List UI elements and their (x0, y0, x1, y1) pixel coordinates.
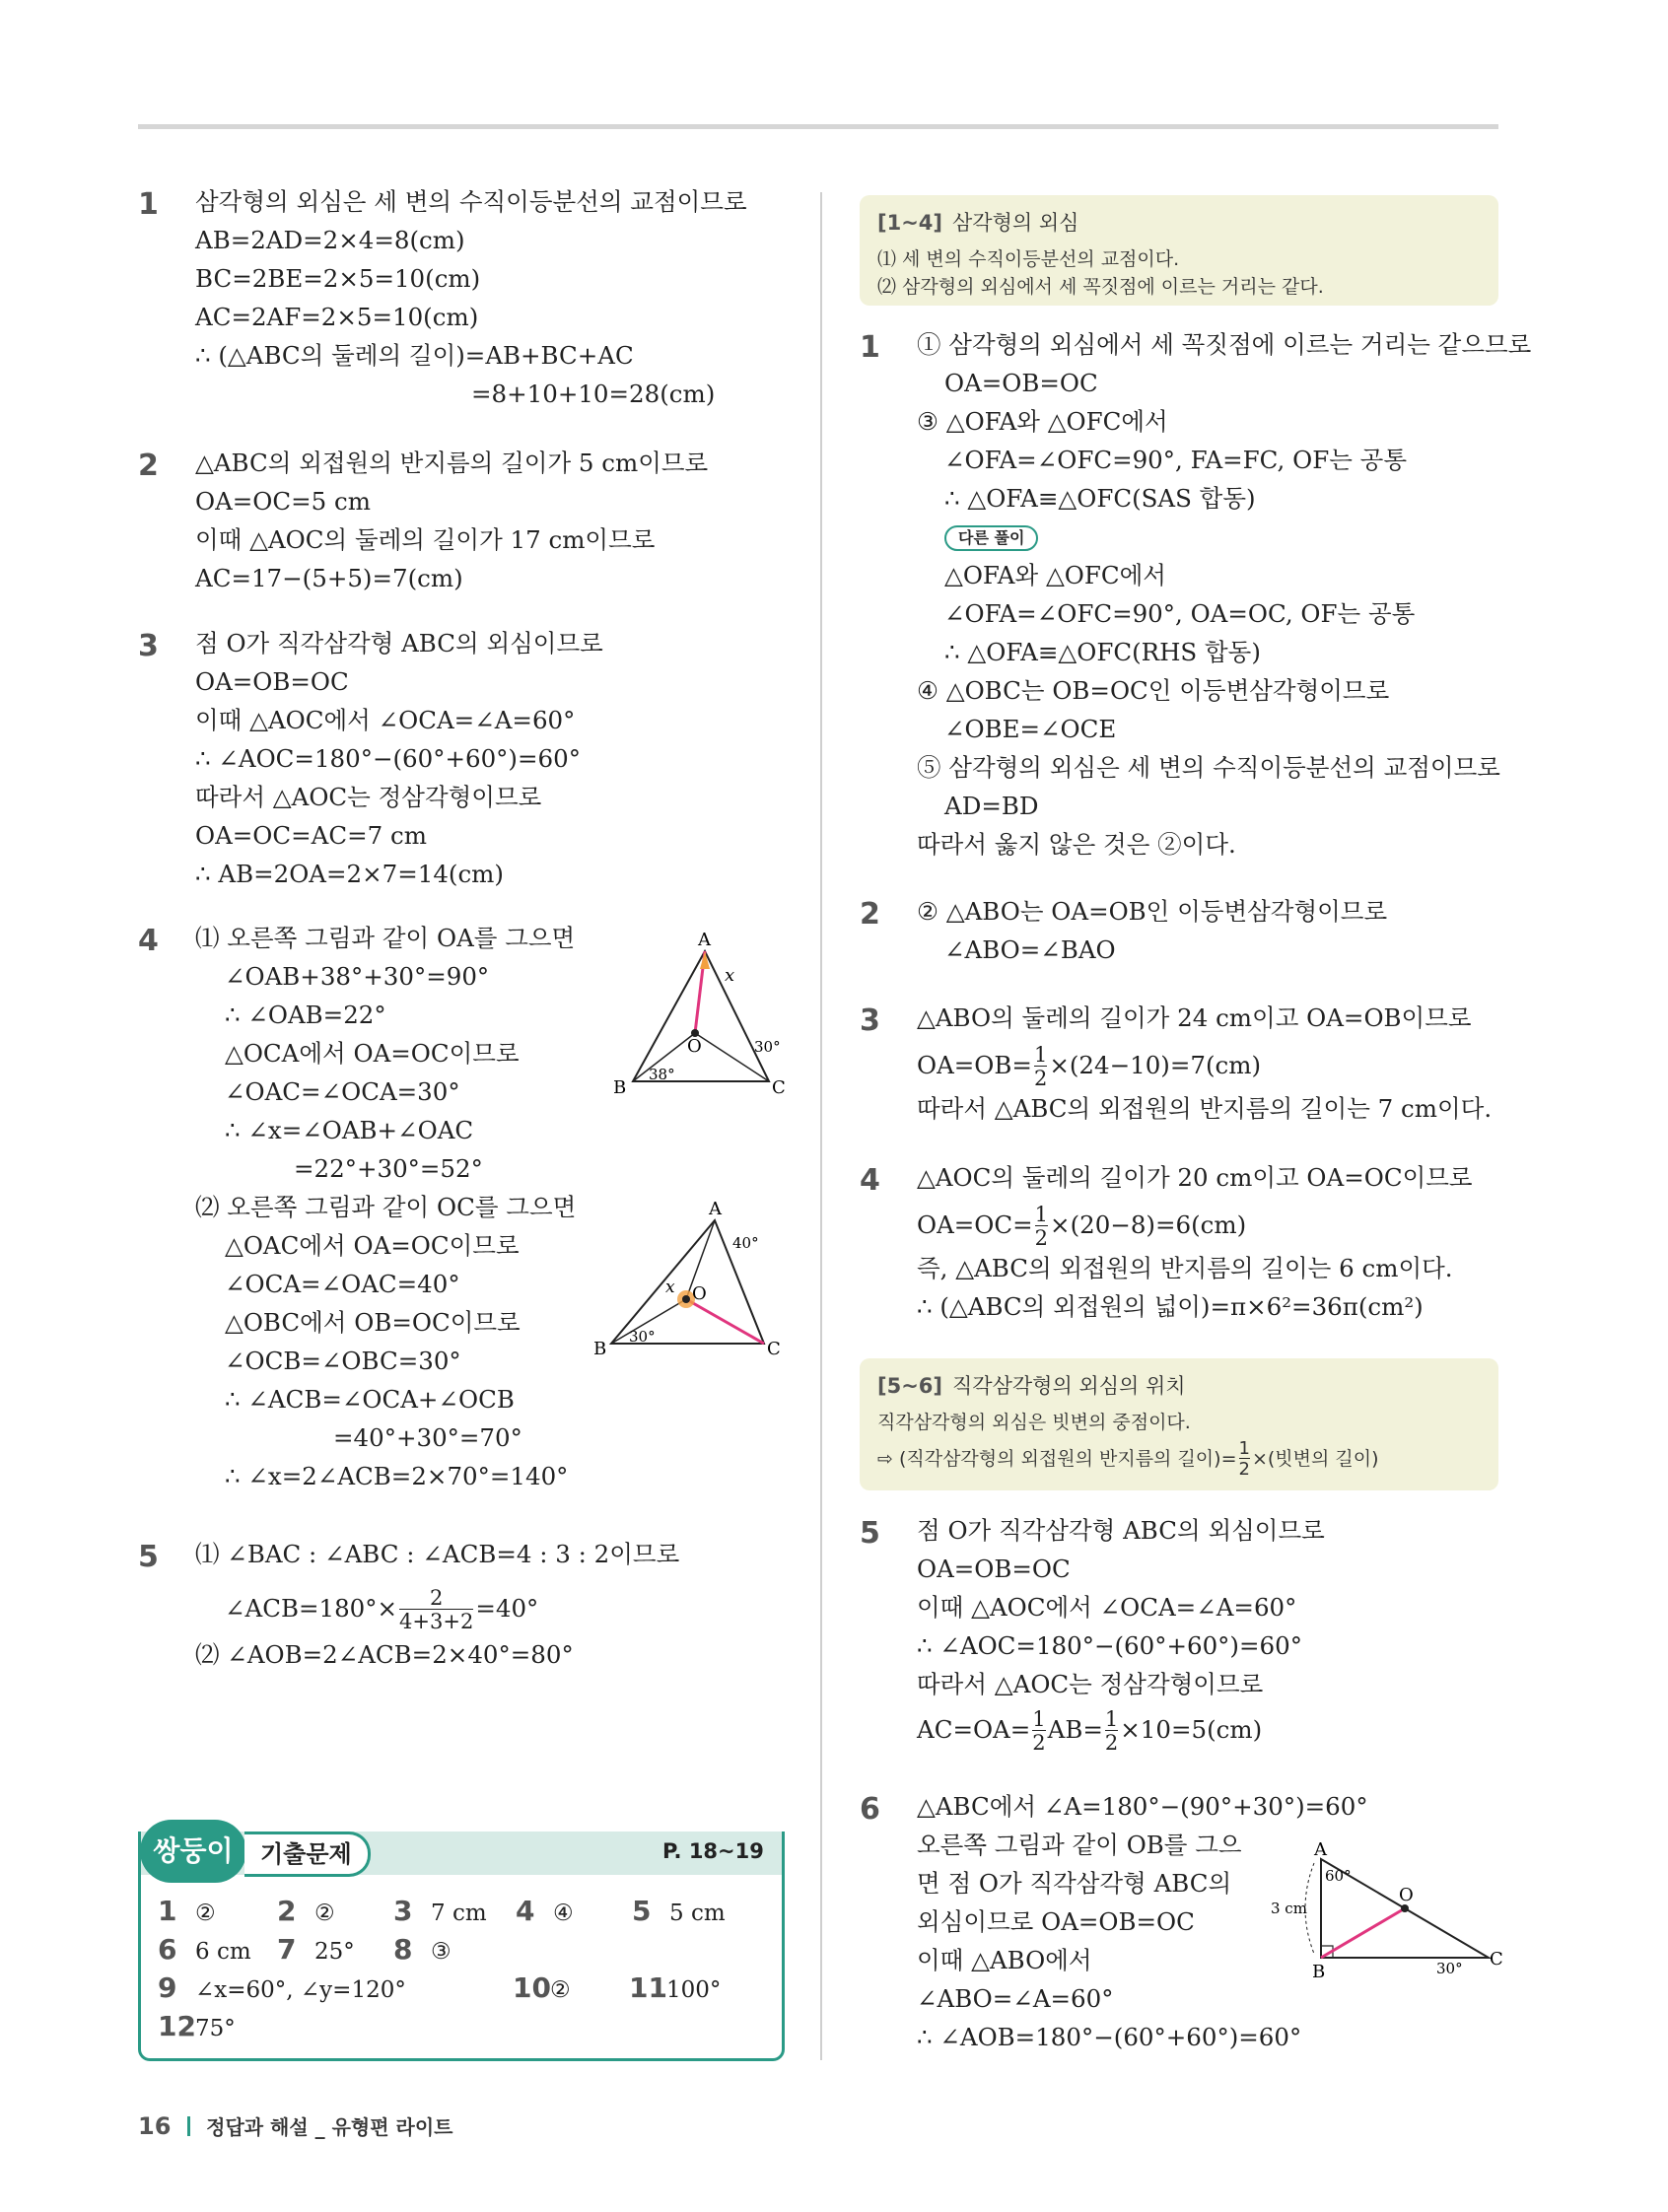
text-line: ∴ △OFA≡△OFC(RHS 합동) (944, 638, 1261, 666)
fraction (1105, 1709, 1118, 1754)
angle-label: 60° (1325, 1867, 1352, 1885)
answer-value: 25° (314, 1939, 355, 1965)
problem-number: 2 (860, 897, 880, 932)
text-line: 이때 △ABO에서 (917, 1946, 1092, 1974)
solution-2 (138, 449, 730, 596)
text-line: ∴ (△ABC의 외접원의 넓이)=π×6²=36π(cm²) (917, 1292, 1424, 1321)
label-a: A (698, 932, 711, 950)
concept-box-2 (860, 1358, 1498, 1490)
text-line: 외심이므로 OA=OB=OC (917, 1907, 1195, 1936)
twin-logo: 쌍둥이 (140, 1820, 246, 1883)
label-o: O (692, 1283, 707, 1304)
label-x: x (725, 965, 735, 986)
label-c: C (1490, 1949, 1503, 1970)
answer-value: ④ (553, 1901, 574, 1926)
text-line: ∠ABO=∠BAO (944, 935, 1116, 964)
text-line: ∠OFA=∠OFC=90°, FA=FC, OF는 공통 (944, 446, 1408, 474)
text-line: △OAC에서 OA=OC이므로 (225, 1231, 520, 1260)
top-rule (138, 124, 1498, 129)
numerator: 1 (1033, 1043, 1048, 1067)
text-line: ∴ (△ABC의 둘레의 길이)=AB+BC+AC (195, 341, 634, 370)
label-x: x (665, 1278, 675, 1297)
problem-number: 3 (860, 1003, 880, 1038)
text-line: 따라서 옳지 않은 것은 ②이다. (917, 830, 1236, 859)
text-line: △ABO의 둘레의 길이가 24 cm이고 OA=OB이므로 (917, 1003, 1472, 1032)
text-line: 이때 △AOC에서 ∠OCA=∠A=60° (195, 706, 576, 734)
text-line: ∠OCB=∠OBC=30° (225, 1347, 461, 1375)
box-title: 삼각형의 외심 (952, 211, 1079, 235)
answer-value: 100° (666, 1977, 722, 2003)
problem-number: 2 (138, 449, 159, 483)
problem-number: 1 (860, 330, 880, 365)
text-line: ⑵ ∠AOB=2∠ACB=2×40°=80° (195, 1640, 574, 1669)
angle-label: 30° (754, 1038, 781, 1056)
numerator: 1 (1034, 1203, 1049, 1226)
answer-value: ② (550, 1977, 571, 2003)
text: ∠ACB=180°× (225, 1594, 398, 1623)
center-point (682, 1295, 690, 1303)
answer-number: 9 (158, 1971, 177, 2004)
label-b: B (593, 1339, 607, 1359)
solution-1 (138, 187, 747, 414)
answer-value: 5 cm (669, 1901, 726, 1926)
text-line: ∴ ∠AOB=180°−(60°+60°)=60° (917, 2023, 1302, 2051)
text: AC=OA= (917, 1715, 1031, 1744)
answer-number: 3 (393, 1895, 413, 1927)
triangle-figure-1 (611, 932, 789, 1099)
angle-label: 30° (629, 1328, 656, 1346)
text-line: △OBC에서 OB=OC이므로 (225, 1308, 521, 1337)
answer-title: 기출문제 (244, 1832, 371, 1877)
answer-value: 7 cm (431, 1901, 487, 1926)
answer-number: 10 (513, 1971, 551, 2004)
box-line: 직각삼각형의 외심은 빗변의 중점이다. (877, 1412, 1191, 1433)
text-line: OA=OC=AC=7 cm (195, 821, 427, 850)
text-line: ∴ AB=2OA=2×7=14(cm) (195, 860, 504, 888)
text: AB= (1047, 1715, 1103, 1744)
answer-number: 12 (158, 2010, 196, 2042)
triangle-figure-2 (591, 1201, 789, 1363)
text: =40° (475, 1594, 539, 1623)
angle-label: 38° (649, 1066, 675, 1083)
text-line: ⑴ ∠BAC : ∠ABC : ∠ACB=4 : 3 : 2이므로 (195, 1540, 680, 1568)
answer-number: 4 (516, 1895, 535, 1927)
solution-3 (138, 629, 730, 895)
answer-number: 11 (629, 1971, 667, 2004)
solution-r4 (860, 1163, 1500, 1331)
text-line: =8+10+10=28(cm) (471, 380, 716, 408)
box-title: 직각삼각형의 외심의 위치 (952, 1374, 1186, 1398)
text-line: 따라서 △ABC의 외접원의 반지름의 길이는 7 cm이다. (917, 1094, 1493, 1123)
text-line: ∠OAC=∠OCA=30° (225, 1077, 460, 1106)
text-line: AB=2AD=2×4=8(cm) (195, 226, 465, 254)
text-line: ∴ ∠x=2∠ACB=2×70°=140° (225, 1462, 569, 1490)
label-c: C (772, 1077, 786, 1098)
text-line: =40°+30°=70° (333, 1423, 522, 1452)
problem-number: 4 (860, 1163, 880, 1198)
denominator: 2 (1033, 1067, 1048, 1090)
segment-ob (1321, 1908, 1405, 1958)
box-heading (877, 1370, 1186, 1400)
numerator: 1 (1238, 1438, 1250, 1459)
answer-number: 8 (393, 1933, 413, 1966)
right-triangle-figure (1267, 1841, 1503, 1989)
fraction-line (917, 1041, 1261, 1090)
text-line: 점 O가 직각삼각형 ABC의 외심이므로 (195, 629, 603, 657)
text: OA=OB= (917, 1051, 1032, 1079)
fraction (1032, 1709, 1045, 1754)
page-footer (138, 2111, 453, 2140)
text-line: △OFA와 △OFC에서 (944, 561, 1166, 589)
text-line: △OCA에서 OA=OC이므로 (225, 1039, 520, 1068)
concept-box-1 (860, 195, 1498, 306)
text-line: =22°+30°=52° (294, 1154, 483, 1183)
numerator: 1 (1104, 1707, 1119, 1731)
text-line: △ABC에서 ∠A=180°−(90°+30°)=60° (917, 1792, 1368, 1821)
problem-number: 3 (138, 629, 159, 663)
label-b: B (613, 1077, 627, 1098)
answer-value: 6 cm (195, 1939, 251, 1965)
text-line: AC=17−(5+5)=7(cm) (195, 564, 463, 592)
side-label: 3 cm (1271, 1900, 1307, 1917)
alt-solution-badge: 다른 풀이 (944, 525, 1038, 551)
label-b: B (1312, 1962, 1326, 1982)
text-line: ③ △OFA와 △OFC에서 (917, 407, 1168, 436)
text-line: 삼각형의 외심은 세 변의 수직이등분선의 교점이므로 (195, 187, 747, 216)
solution-5 (138, 1540, 730, 1678)
label-a: A (709, 1201, 722, 1219)
answer-number: 6 (158, 1933, 177, 1966)
text-line: ∴ ∠AOC=180°−(60°+60°)=60° (195, 744, 581, 773)
text-line: OA=OB=OC (944, 369, 1098, 397)
text-line: OA=OB=OC (195, 667, 349, 696)
text-line: AD=BD (944, 792, 1039, 820)
text: ×10=5(cm) (1120, 1715, 1263, 1744)
box-line: ⑵ 삼각형의 외심에서 세 꼭짓점에 이르는 거리는 같다. (877, 276, 1324, 298)
text-line: ∴ ∠x=∠OAB+∠OAC (225, 1116, 474, 1144)
text-line: ① 삼각형의 외심에서 세 꼭짓점에 이르는 거리는 같으므로 (917, 330, 1532, 359)
text-line: △AOC의 둘레의 길이가 20 cm이고 OA=OC이므로 (917, 1163, 1473, 1192)
answer-value: ② (314, 1901, 335, 1926)
text-line: ② △ABO는 OA=OB인 이등변삼각형이므로 (917, 897, 1388, 926)
text: ×(24−10)=7(cm) (1049, 1051, 1262, 1079)
text-line: 이때 △AOC에서 ∠OCA=∠A=60° (917, 1593, 1297, 1622)
fraction (1035, 1205, 1048, 1249)
text-line: ∠OFA=∠OFC=90°, OA=OC, OF는 공통 (944, 599, 1416, 628)
triangle (633, 951, 769, 1081)
page-reference: P. 18~19 (662, 1839, 764, 1863)
text-line: ∠OBE=∠OCE (944, 715, 1117, 743)
text: OA=OC= (917, 1210, 1033, 1239)
text-line: 오른쪽 그림과 같이 OB를 그으 (917, 1831, 1242, 1859)
answer-row (158, 2010, 236, 2042)
text-line: △ABC의 외접원의 반지름의 길이가 5 cm이므로 (195, 449, 709, 477)
numerator: 1 (1032, 1707, 1046, 1731)
text-line: 따라서 △AOC는 정삼각형이므로 (195, 783, 542, 811)
text-line: OA=OB=OC (917, 1555, 1071, 1583)
text-line: ∴ △OFA≡△OFC(SAS 합동) (944, 484, 1256, 513)
text-line: 면 점 O가 직각삼각형 ABC의 (917, 1869, 1232, 1898)
fraction-line (917, 1705, 1262, 1755)
problem-number: 4 (138, 924, 159, 958)
denominator: 2 (1032, 1731, 1046, 1755)
denominator: 2 (1034, 1226, 1049, 1250)
angle-label: 30° (1436, 1960, 1463, 1977)
answer-row (158, 1933, 452, 1966)
answer-row (158, 1971, 721, 2004)
text-line: ∴ ∠AOC=180°−(60°+60°)=60° (917, 1631, 1302, 1660)
answer-number: 5 (632, 1895, 652, 1927)
text-line: ④ △OBC는 OB=OC인 이등변삼각형이므로 (917, 676, 1390, 705)
box-line: ⑴ 세 변의 수직이등분선의 교점이다. (877, 248, 1180, 270)
answer-number: 2 (277, 1895, 297, 1927)
text-line: ⑴ 오른쪽 그림과 같이 OA를 그으면 (195, 924, 576, 952)
answer-number: 1 (158, 1895, 177, 1927)
problem-number: 5 (138, 1540, 159, 1574)
answer-row (158, 1895, 726, 1927)
solution-r1 (860, 330, 1532, 867)
text-line: 즉, △ABC의 외접원의 반지름의 길이는 6 cm이다. (917, 1254, 1453, 1282)
label-c: C (767, 1339, 781, 1359)
text-line: 이때 △AOC의 둘레의 길이가 17 cm이므로 (195, 525, 656, 554)
answer-value: 75° (195, 2016, 236, 2041)
box-tag: [1~4] (877, 211, 943, 235)
footer-text: 정답과 해설 _ 유형편 라이트 (206, 2115, 453, 2139)
text-line: ∠ABO=∠A=60° (917, 1984, 1114, 2013)
text-line: BC=2BE=2×5=10(cm) (195, 264, 481, 293)
box-line (877, 1439, 1379, 1479)
answer-number: 7 (277, 1933, 297, 1966)
answer-value: ③ (431, 1939, 452, 1965)
label-o: O (1399, 1885, 1414, 1905)
text: ×(빗변의 길이) (1251, 1448, 1379, 1470)
text-line: ∴ ∠OAB=22° (225, 1001, 386, 1029)
text-line: ∴ ∠ACB=∠OCA+∠OCB (225, 1385, 515, 1414)
midpoint-o (1401, 1904, 1409, 1912)
solution-r5 (860, 1516, 1500, 1758)
label-a: A (1314, 1841, 1327, 1860)
fraction (1239, 1440, 1250, 1479)
text-line: OA=OC=5 cm (195, 487, 371, 516)
solution-r3 (860, 1003, 1500, 1132)
footer-separator (187, 2116, 190, 2136)
text: ⇨ (직각삼각형의 외접원의 반지름의 길이)= (877, 1448, 1237, 1470)
answer-value: ② (195, 1901, 216, 1926)
numerator: 2 (430, 1586, 444, 1610)
text-line: ∠OAB+38°+30°=90° (225, 962, 490, 991)
box-heading (877, 207, 1078, 237)
text-line: 따라서 △AOC는 정삼각형이므로 (917, 1670, 1264, 1698)
answer-value: ∠x=60°, ∠y=120° (195, 1977, 406, 2003)
problem-number: 5 (860, 1516, 880, 1551)
text-line: AC=2AF=2×5=10(cm) (195, 303, 479, 331)
solution-r2 (860, 897, 1500, 976)
column-divider (820, 192, 822, 2060)
angle-label: 40° (732, 1234, 759, 1252)
text-line: ∠OCA=∠OAC=40° (225, 1270, 460, 1298)
fraction-line (917, 1201, 1246, 1250)
fraction (1034, 1045, 1047, 1089)
denominator: 2 (1104, 1731, 1119, 1755)
fraction (399, 1588, 473, 1632)
problem-number: 1 (138, 187, 159, 222)
fraction-line (225, 1581, 538, 1636)
denominator: 2 (1238, 1459, 1250, 1480)
box-tag: [5~6] (877, 1374, 943, 1398)
segment-oc (686, 1299, 764, 1344)
label-o: O (687, 1036, 702, 1057)
text-line: ⑵ 오른쪽 그림과 같이 OC를 그으면 (195, 1193, 577, 1221)
text-line: 점 O가 직각삼각형 ABC의 외심이므로 (917, 1516, 1325, 1545)
text: ×(20−8)=6(cm) (1050, 1210, 1247, 1239)
problem-number: 6 (860, 1792, 880, 1827)
denominator: 4+3+2 (399, 1610, 474, 1633)
text-line: ⑤ 삼각형의 외심은 세 변의 수직이등분선의 교점이므로 (917, 753, 1500, 782)
page-number: 16 (138, 2112, 172, 2140)
